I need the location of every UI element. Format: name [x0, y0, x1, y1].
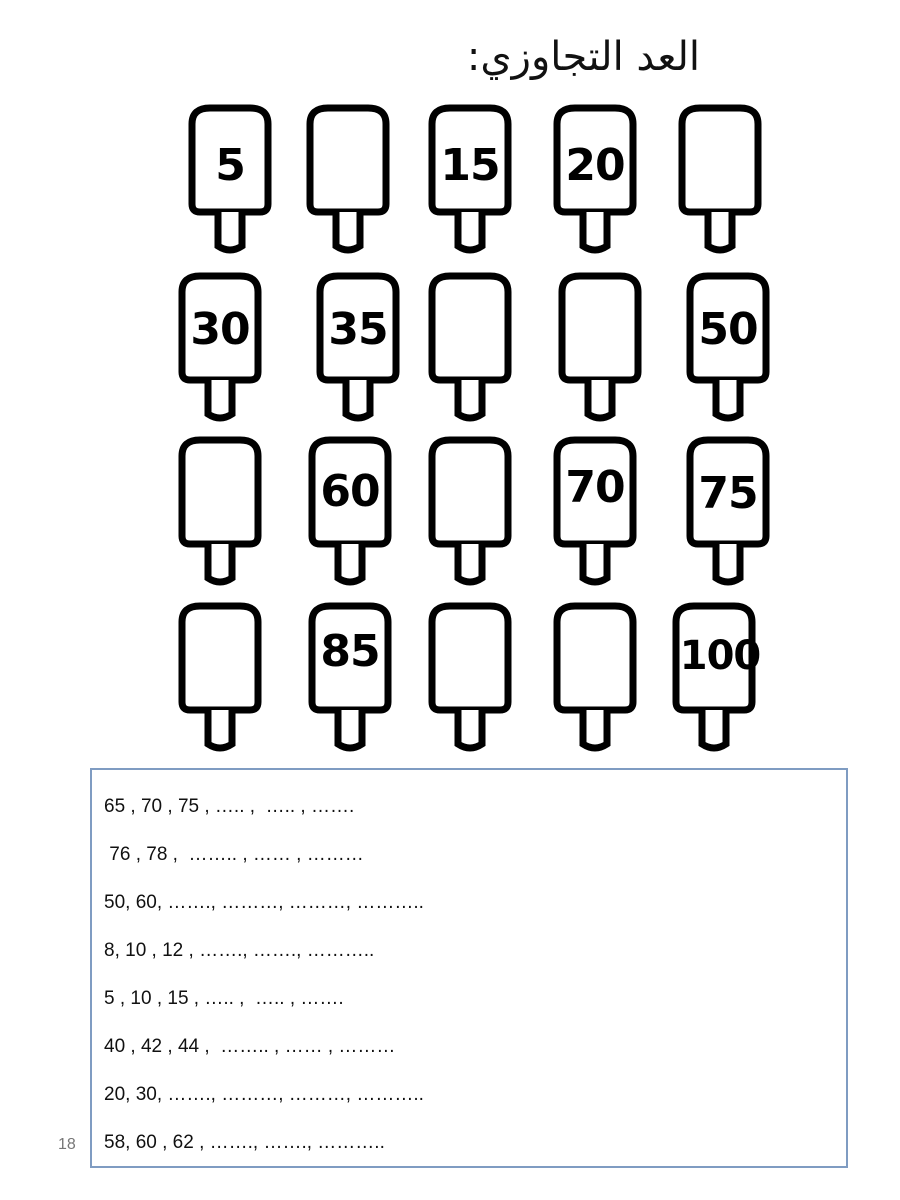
- popsicle: [298, 100, 398, 250]
- exercise-line: 8, 10 , 12 , ……., ……., ………..: [104, 940, 375, 961]
- exercise-line: 76 , 78 , …….. , …… , ………: [104, 844, 364, 865]
- popsicle-number: 20: [565, 140, 625, 191]
- exercise-line: 20, 30, ……., ………, ………, ………..: [104, 1084, 424, 1105]
- popsicle: [300, 432, 400, 582]
- popsicle: [678, 432, 778, 582]
- exercise-box: [90, 768, 848, 1168]
- exercise-line: 5 , 10 , 15 , ….. , ….. , …….: [104, 988, 344, 1009]
- popsicle-number: 70: [565, 462, 625, 513]
- page-title: العد التجاوزي:: [466, 34, 700, 80]
- popsicle-number: 75: [698, 468, 758, 519]
- exercise-line: 40 , 42 , 44 , …….. , …… , ………: [104, 1036, 396, 1057]
- popsicle: [420, 100, 520, 250]
- popsicle: [420, 268, 520, 418]
- popsicle-number: 50: [698, 304, 758, 355]
- popsicle: [170, 598, 270, 748]
- popsicle: [550, 268, 650, 418]
- popsicle-number: 100: [679, 633, 761, 679]
- popsicle: [180, 100, 280, 250]
- popsicle: [170, 432, 270, 582]
- page-number: 18: [58, 1136, 76, 1153]
- popsicle-number: 85: [320, 626, 380, 677]
- popsicle: [545, 432, 645, 582]
- popsicle-number: 30: [190, 304, 250, 355]
- popsicle-number: 35: [328, 304, 388, 355]
- exercise-line: 50, 60, ……., ………, ………, ………..: [104, 892, 424, 913]
- popsicle: [545, 598, 645, 748]
- popsicle: [678, 268, 778, 418]
- popsicle: [170, 268, 270, 418]
- popsicle-number: 60: [320, 466, 380, 517]
- exercise-line: 65 , 70 , 75 , ….. , ….. , …….: [104, 796, 355, 817]
- popsicle-number: 15: [440, 140, 500, 191]
- popsicle: [308, 268, 408, 418]
- popsicle: [664, 598, 764, 748]
- popsicle: [300, 598, 400, 748]
- popsicle: [420, 432, 520, 582]
- popsicle: [420, 598, 520, 748]
- popsicle: [670, 100, 770, 250]
- popsicle-number: 5: [215, 140, 245, 191]
- exercise-line: 58, 60 , 62 , ……., ……., ………..: [104, 1132, 385, 1153]
- popsicle: [545, 100, 645, 250]
